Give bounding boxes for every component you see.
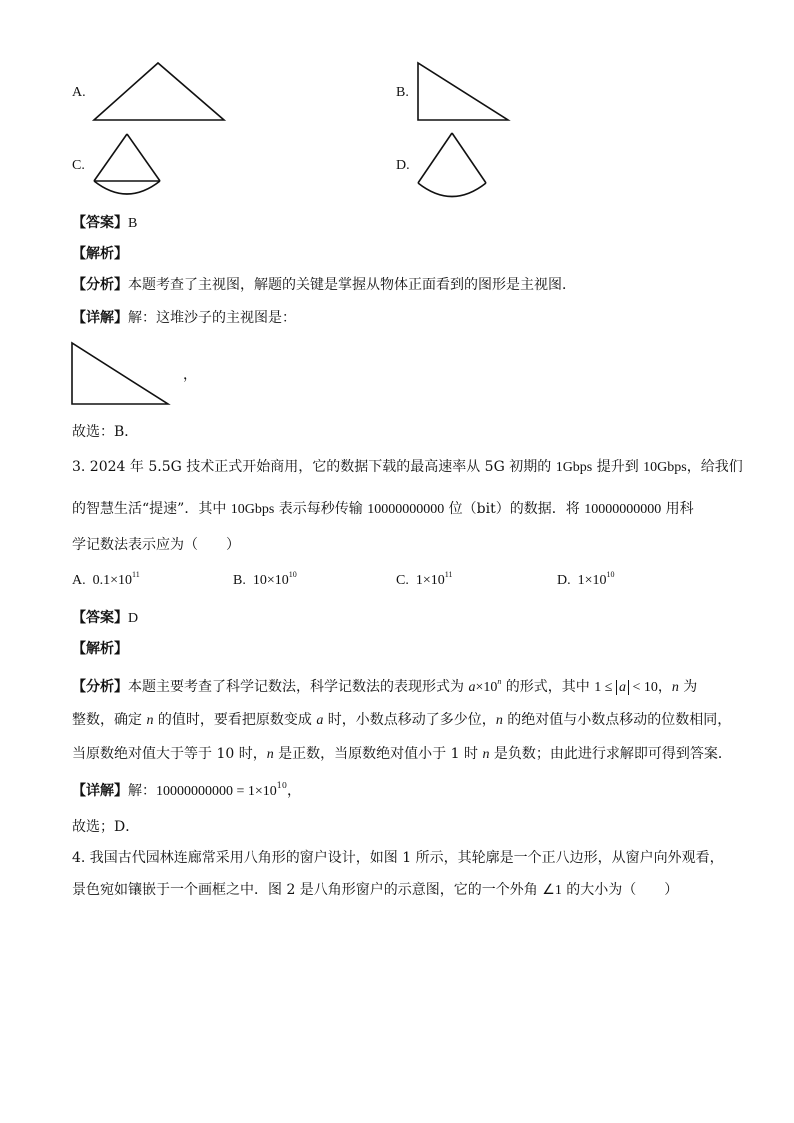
q3-option-d-coef: 1×10 [577, 573, 607, 588]
ineq-right: < 10 [628, 680, 658, 695]
q3-xiangjie-line [72, 782, 301, 801]
answer-tag: 【答案】 [72, 215, 128, 231]
option-c-label: C. [72, 158, 85, 173]
q3-line1-post: ，给我们 [686, 459, 743, 475]
q3-option-a-letter: A. [72, 573, 86, 588]
q3-answer-line [72, 609, 138, 628]
var-n-5: n [482, 747, 490, 762]
q3-analysis-heading: 【解析】 [72, 641, 128, 657]
q3-line1-mid: 提升到 [592, 459, 644, 475]
var-a-2: a [316, 713, 324, 728]
option-d-label: D. [396, 158, 410, 173]
q3-fenxi-3c: 是负数；由此进行求解即可得到答案． [489, 746, 732, 762]
q3-option-d-exp: 10 [606, 570, 615, 579]
q4-stem-line-1: 4. 我国古代园林连廊常采用八角形的窗户设计，如图 1 所示，其轮廓是一个正八边形，从窗户向外观看， [72, 850, 724, 866]
q3-stem-line-3: 学记数法表示应为（ ） [72, 537, 240, 553]
q3-fenxi-2b: 的值时，要看把原数变成 [153, 712, 317, 728]
q3-xiangjie-post: ， [286, 783, 301, 799]
speed-low: 1Gbps [555, 460, 593, 475]
q3-line1-pre: 3. 2024 年 5.5G 技术正式开始商用，它的数据下载的最高速率从 5G 初期的 [72, 459, 556, 475]
q3-option-a-coef: 0.1×10 [92, 573, 133, 588]
var-n-2: n [146, 713, 154, 728]
var-n-4: n [266, 747, 274, 762]
q3-option-d[interactable] [557, 570, 615, 589]
q3-option-b-letter: B. [233, 573, 246, 588]
front-view-figure [0, 0, 794, 420]
q3-option-b-exp: 10 [288, 570, 297, 579]
q3-line2-post: 用科 [661, 501, 694, 517]
var-n-3: n [495, 713, 503, 728]
q2-choose-line: 故选：B． [72, 424, 139, 440]
q3-choose-line: 故选；D． [72, 819, 140, 835]
q3-xiangjie-eq: 10000000000 = 1×10 [156, 784, 277, 799]
q3-fenxi-2a: 整数，确定 [72, 712, 147, 728]
ineq-left: 1 ≤ [594, 680, 616, 695]
fenxi-tag: 【分析】 [72, 277, 128, 293]
q3-fenxi-3a: 当原数绝对值大于等于 10 时， [72, 746, 267, 762]
q3-option-a-exp: 11 [132, 570, 140, 579]
var-n-1: n [671, 680, 679, 695]
form-n: n [497, 677, 502, 686]
q3-option-c-letter: C. [396, 573, 409, 588]
xiangjie-tag: 【详解】 [72, 310, 128, 326]
option-b-label: B. [396, 85, 409, 100]
q3-fenxi-1a: 本题主要考查了科学记数法，科学记数法的表现形式为 [128, 679, 469, 695]
form-times: ×10 [475, 680, 498, 695]
q3-option-c-coef: 1×10 [415, 573, 445, 588]
q3-fenxi-tag: 【分析】 [72, 679, 128, 695]
q3-fenxi-1b: 的形式，其中 [501, 679, 595, 695]
fenxi-text: 本题考查了主视图，解题的关键是掌握从物体正面看到的图形是主视图． [128, 277, 576, 293]
q3-option-d-letter: D. [557, 573, 571, 588]
q3-xiangjie-tag: 【详解】 [72, 783, 128, 799]
q3-option-a[interactable] [72, 570, 140, 589]
angle-1: ∠1 [542, 883, 562, 898]
q3-stem-line-2 [72, 500, 694, 519]
q3-option-c-exp: 11 [444, 570, 453, 579]
front-view-comma: ， [183, 367, 197, 383]
q3-xiangjie-exp: 10 [276, 781, 287, 790]
q3-fenxi-2c: 时，小数点移动了多少位， [323, 712, 496, 728]
xiangjie-text: 解：这堆沙子的主视图是： [128, 310, 296, 326]
q3-answer-tag: 【答案】 [72, 610, 128, 626]
q3-line2-pre: 的智慧生活“提速”．其中 [72, 501, 231, 517]
q3-option-b[interactable] [233, 570, 297, 589]
big-number: 10000000000 [367, 502, 445, 517]
q3-fenxi-line-3 [72, 745, 732, 764]
q3-fenxi-1c: ， [657, 679, 672, 695]
q4-stem-line-2 [72, 881, 678, 900]
q3-line2-mid2: 位（bit）的数据．将 [444, 501, 585, 517]
q3-line2-speed: 10Gbps [230, 502, 275, 517]
q3-option-b-coef: 10×10 [252, 573, 289, 588]
q3-option-c[interactable] [396, 570, 453, 589]
option-a-label: A. [72, 85, 86, 100]
q4-line2-pre: 景色宛如镶嵌于一个画框之中．图 2 是八角形窗户的示意图，它的一个外角 [72, 882, 543, 898]
q3-line2-mid: 表示每秒传输 [274, 501, 368, 517]
q2-analysis-heading: 【解析】 [72, 246, 128, 262]
q3-fenxi-3b: 是正数，当原数绝对值小于 1 时 [273, 746, 483, 762]
ineq-abs-a: a [616, 680, 629, 695]
q3-fenxi-2d: 的绝对值与小数点移动的位数相同， [502, 712, 732, 728]
q3-fenxi-1d: 为 [678, 679, 698, 695]
q4-line2-post: 的大小为（ ） [561, 882, 679, 898]
q3-xiangjie-pre: 解： [128, 783, 156, 799]
form-a: a [468, 680, 476, 695]
q3-fenxi-line-1 [72, 678, 697, 697]
answer-value: B [128, 216, 138, 231]
speed-high: 10Gbps [643, 460, 687, 475]
q3-fenxi-line-2 [72, 711, 731, 730]
q3-answer-value: D [128, 611, 139, 626]
q3-stem-line-1 [72, 458, 743, 477]
big-number-repeat: 10000000000 [584, 502, 662, 517]
